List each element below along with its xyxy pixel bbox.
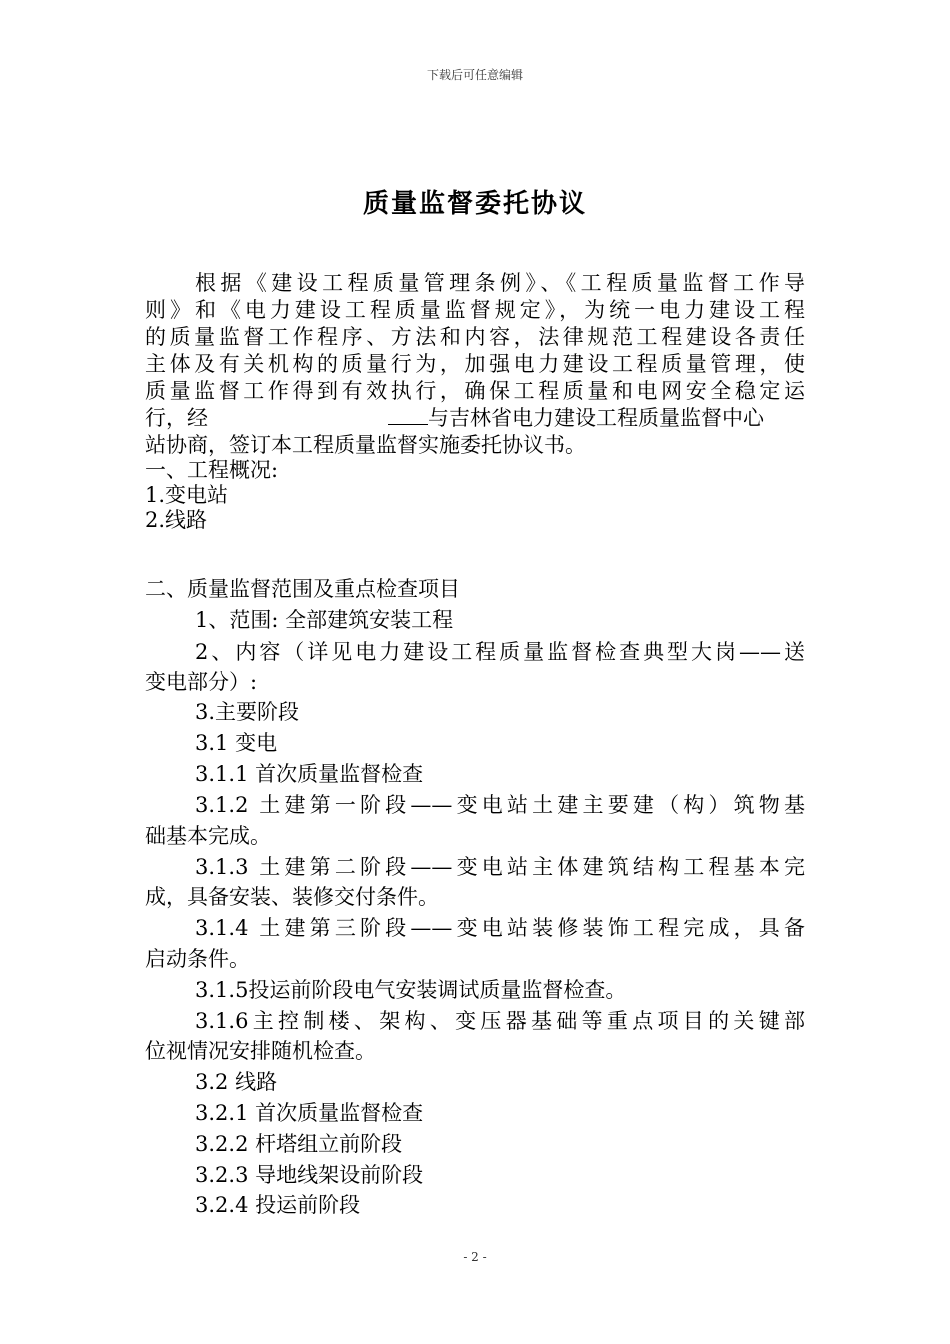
header-note: 下载后可任意编辑 [426,68,523,82]
stage-3-1-2-line-2: 础基本完成。 [145,824,271,848]
stage-3-1-6-line-1: 3.1.6主控制楼、架构、变压器基础等重点项目的关键部 [195,1009,805,1033]
section-1-item-line: 2.线路 [145,508,208,532]
section-1-heading: 一、工程概况: [145,458,279,482]
intro-line-6 [145,405,805,431]
stage-3-2: 3.2 线路 [195,1070,278,1094]
intro-line-4: 主体及有关机构的质量行为，加强电力建设工程质量管理，使 [145,352,805,376]
stage-3-2-1: 3.2.1 首次质量监督检查 [195,1101,424,1125]
stage-3-1-3-line-2: 成，具备安装、装修交付条件。 [145,885,439,909]
page-number: - 2 - [463,1250,487,1264]
intro-line-3: 的质量监督工作程序、方法和内容，法律规范工程建设各责任 [145,325,805,349]
content-line-1: 2、内容（详见电力建设工程质量监督检查典型大岗——送 [195,640,805,664]
stage-3-1: 3.1 变电 [195,731,278,755]
intro-line-6-start: 行，经 [145,406,208,430]
main-stages: 3.主要阶段 [195,700,300,724]
stage-3-1-4-line-2: 启动条件。 [145,947,250,971]
stage-3-1-3-line-1: 3.1.3 土建第二阶段——变电站主体建筑结构工程基本完 [195,855,805,879]
intro-line-7: 站协商，签订本工程质量监督实施委托协议书。 [145,433,586,457]
underline-blank [388,406,428,425]
stage-3-1-4-line-1: 3.1.4 土建第三阶段——变电站装修装饰工程完成，具备 [195,916,805,940]
section-1-item-substation: 1.变电站 [145,483,229,507]
intro-line-5: 质量监督工作得到有效执行，确保工程质量和电网安全稳定运 [145,379,805,403]
section-2-heading: 二、质量监督范围及重点检查项目 [145,577,460,601]
intro-line-2: 则》和《电力建设工程质量监督规定》，为统一电力建设工程 [145,298,805,322]
stage-3-1-2-line-1: 3.1.2 土建第一阶段——变电站土建主要建（构）筑物基 [195,793,805,817]
stage-3-2-4: 3.2.4 投运前阶段 [195,1193,361,1217]
stage-3-1-6-line-2: 位视情况安排随机检查。 [145,1039,376,1063]
content-line-2: 变电部分）: [145,670,258,694]
stage-3-1-1: 3.1.1 首次质量监督检查 [195,762,424,786]
document-title: 质量监督委托协议 [362,189,587,219]
stage-3-2-3: 3.2.3 导地线架设前阶段 [195,1163,424,1187]
stage-3-2-2: 3.2.2 杆塔组立前阶段 [195,1132,403,1156]
intro-line-6-end: 与吉林省电力建设工程质量监督中心 [428,406,764,430]
scope-line: 1、范围: 全部建筑安装工程 [195,608,454,632]
intro-line-1: 根据《建设工程质量管理条例》、《工程质量监督工作导 [195,271,805,295]
stage-3-1-5: 3.1.5投运前阶段电气安装调试质量监督检查。 [195,978,627,1002]
